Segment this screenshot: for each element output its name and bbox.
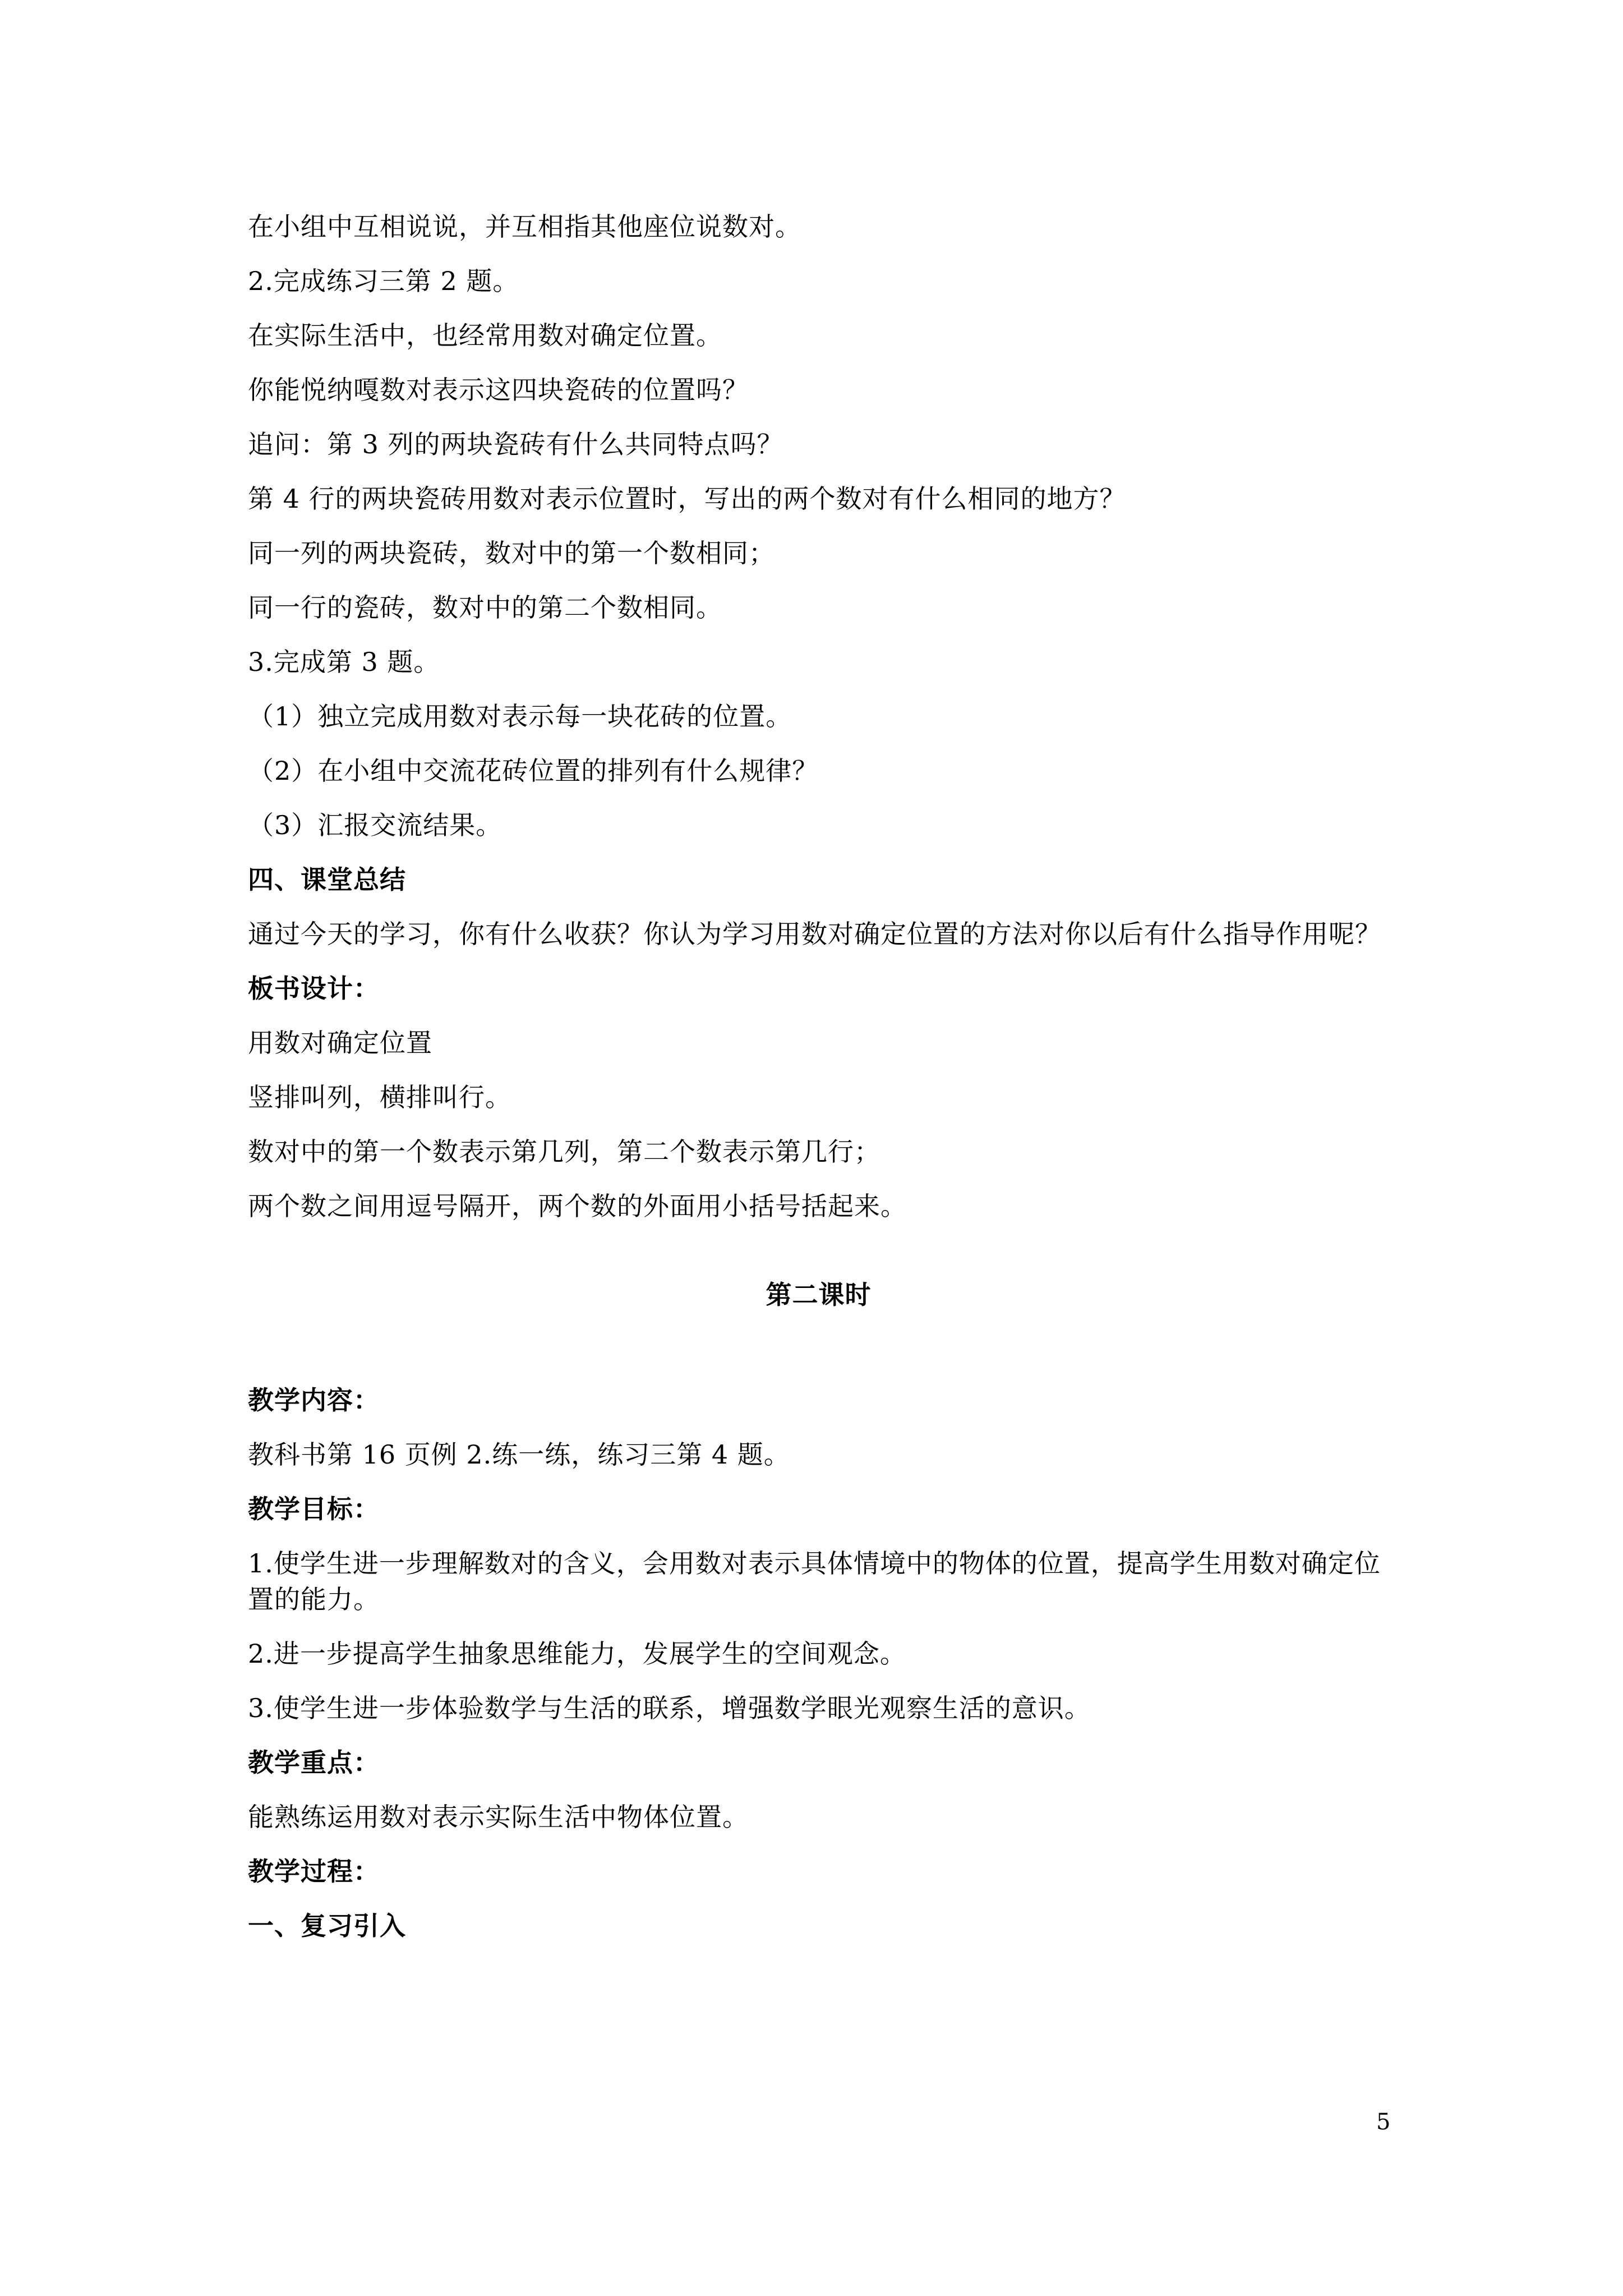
text-line: 你能悦纳嘎数对表示这四块瓷砖的位置吗？ — [248, 375, 749, 405]
section-heading: 教学目标： — [248, 1494, 380, 1524]
text-line: 在实际生活中，也经常用数对确定位置。 — [248, 320, 722, 351]
text-line: 2.进一步提高学生抽象思维能力，发展学生的空间观念。 — [248, 1639, 906, 1669]
text-paragraph: 1.使学生进一步理解数对的含义，会用数对表示具体情境中的物体的位置，提高学生用数对确定位置的能力。 — [248, 1548, 1381, 1614]
section-heading: 教学重点： — [248, 1747, 380, 1778]
text-line: （3）汇报交流结果。 — [248, 810, 502, 840]
text-line: 同一行的瓷砖，数对中的第二个数相同。 — [248, 592, 722, 623]
text-line: 能熟练运用数对表示实际生活中物体位置。 — [248, 1802, 749, 1832]
text-line: 追问：第 3 列的两块瓷砖有什么共同特点吗？ — [248, 429, 783, 459]
text-line: 2.完成练习三第 2 题。 — [248, 266, 519, 296]
section-heading: 四、课堂总结 — [248, 864, 406, 895]
text-line: 竖排叫列，横排叫行。 — [248, 1082, 511, 1112]
text-line: 在小组中互相说说，并互相指其他座位说数对。 — [248, 211, 801, 242]
section-heading: 教学过程： — [248, 1856, 380, 1887]
section-heading: 板书设计： — [248, 973, 380, 1004]
text-line: 两个数之间用逗号隔开，两个数的外面用小括号括起来。 — [248, 1191, 907, 1221]
text-line: 教科书第 16 页例 2.练一练，练习三第 4 题。 — [248, 1439, 790, 1470]
section-heading: 教学内容： — [248, 1385, 380, 1415]
section-heading: 一、复习引入 — [248, 1911, 406, 1941]
page-content — [248, 209, 1389, 1962]
text-line: 第 4 行的两块瓷砖用数对表示位置时，写出的两个数对有什么相同的地方？ — [248, 484, 1126, 514]
text-line: 用数对确定位置 — [248, 1028, 432, 1058]
text-paragraph: 通过今天的学习，你有什么收获？你认为学习用数对确定位置的方法对你以后有什么指导作用呢？ — [248, 919, 1381, 949]
text-line: 同一列的两块瓷砖，数对中的第一个数相同； — [248, 538, 775, 568]
text-line: （2）在小组中交流花砖位置的排列有什么规律？ — [248, 756, 819, 786]
text-line: 数对中的第一个数表示第几列，第二个数表示第几行； — [248, 1137, 880, 1167]
text-line: 3.完成第 3 题。 — [248, 647, 440, 677]
lesson-title: 第二课时 — [766, 1280, 872, 1310]
text-line: （1）独立完成用数对表示每一块花砖的位置。 — [248, 701, 792, 731]
text-line: 3.使学生进一步体验数学与生活的联系，增强数学眼光观察生活的意识。 — [248, 1693, 1091, 1723]
page-number: 5 — [1376, 2109, 1391, 2135]
